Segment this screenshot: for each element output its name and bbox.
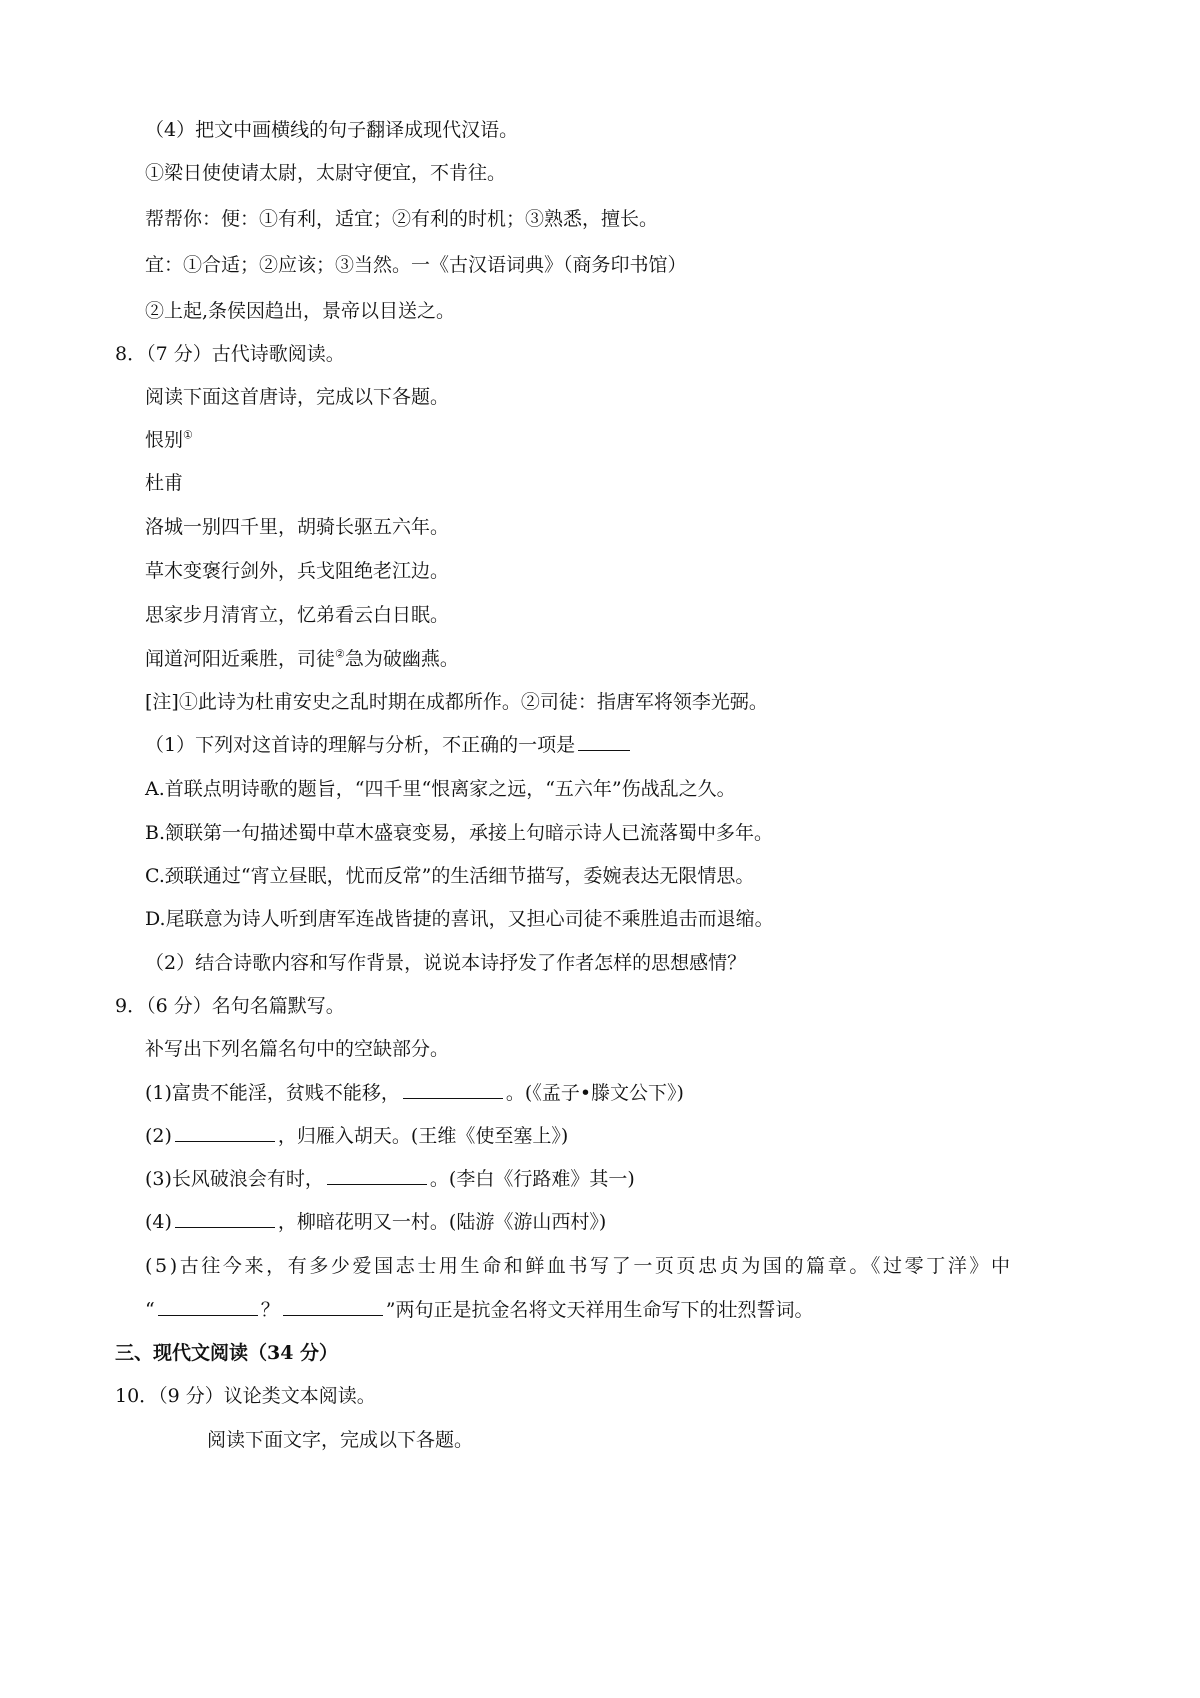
q9-item-2-prefix: (2) bbox=[145, 1125, 172, 1147]
q7-sentence-1: ①梁日使使请太尉，太尉守便宜，不肯往。 bbox=[145, 162, 507, 184]
poem-title-footnote: ① bbox=[183, 428, 193, 442]
q9-item-4 bbox=[145, 1208, 606, 1236]
q9-item-3-suffix: 。(李白《行路难》其一) bbox=[429, 1168, 635, 1190]
fill-blank[interactable] bbox=[327, 1166, 427, 1185]
section-3-heading: 三、现代文阅读（34 分） bbox=[115, 1342, 339, 1364]
q9-item-2-suffix: ，归雁入胡天。(王维《使至塞上》) bbox=[277, 1125, 569, 1147]
q7-sentence-2: ②上起,条侯因趋出，景帝以目送之。 bbox=[145, 300, 456, 322]
q9-header: 9．（6 分）名句名篇默写。 bbox=[115, 995, 345, 1017]
quote-question-mark: ？ bbox=[260, 1299, 280, 1321]
poem-line-3: 思家步月清宵立，忆弟看云白日眠。 bbox=[145, 604, 450, 626]
quote-close: ”两句正是抗金名将文天祥用生命写下的壮烈誓词。 bbox=[385, 1299, 814, 1321]
poem-line-4 bbox=[145, 645, 459, 673]
poem-title-text: 恨别 bbox=[145, 429, 184, 451]
poem-note: [注]①此诗为杜甫安史之乱时期在成都所作。②司徒：指唐军将领李光弼。 bbox=[145, 691, 768, 713]
q9-item-5-quote bbox=[145, 1296, 813, 1324]
poem-author: 杜甫 bbox=[145, 472, 184, 494]
q9-item-3 bbox=[145, 1165, 635, 1193]
q9-item-4-suffix: ，柳暗花明又一村。(陆游《游山西村》) bbox=[277, 1211, 607, 1233]
quote-open: “ bbox=[145, 1299, 155, 1321]
q9-item-4-prefix: (4) bbox=[145, 1211, 172, 1233]
q8-question-1-text: （1）下列对这首诗的理解与分析，不正确的一项是 bbox=[145, 734, 576, 756]
q9-item-1-suffix: 。(《孟子•滕文公下》) bbox=[505, 1082, 684, 1104]
q7-help-note: 帮帮你：便：①有利，适宜；②有利的时机；③熟悉，擅长。 bbox=[145, 208, 659, 230]
fill-blank[interactable] bbox=[403, 1080, 503, 1099]
q9-item-5: (5)古往今来，有多少爱国志士用生命和鲜血书写了一页页忠贞为国的篇章。《过零丁洋》中 bbox=[145, 1255, 1013, 1277]
poem-line-1: 洛城一别四千里，胡骑长驱五六年。 bbox=[145, 516, 450, 538]
option-a: A.首联点明诗歌的题旨，“四千里“恨离家之远，“五六年”伤战乱之久。 bbox=[145, 778, 736, 800]
q9-item-2 bbox=[145, 1122, 568, 1150]
poem-line-4-footnote: ② bbox=[335, 647, 345, 661]
option-c: C.颈联通过“宵立昼眠，忧而反常”的生活细节描写，委婉表达无限情思。 bbox=[145, 865, 755, 887]
poem-title bbox=[145, 426, 193, 454]
q8-question-2: （2）结合诗歌内容和写作背景，说说本诗抒发了作者怎样的思想感情？ bbox=[145, 952, 747, 974]
fill-blank[interactable] bbox=[158, 1297, 258, 1316]
q7-subquestion-4: （4）把文中画横线的句子翻译成现代汉语。 bbox=[145, 119, 519, 141]
q9-item-1 bbox=[145, 1079, 684, 1107]
answer-blank[interactable] bbox=[578, 732, 630, 751]
q8-header: 8．（7 分）古代诗歌阅读。 bbox=[115, 343, 345, 365]
q7-yi-note: 宜：①合适；②应该；③当然。一《古汉语词典》（商务印书馆） bbox=[145, 254, 687, 276]
q8-question-1 bbox=[145, 731, 633, 759]
poem-line-4a: 闻道河阳近乘胜，司徒 bbox=[145, 648, 336, 670]
poem-line-2: 草木变褒行剑外，兵戈阻绝老江边。 bbox=[145, 560, 450, 582]
option-d: D.尾联意为诗人听到唐军连战皆捷的喜讯，又担心司徒不乘胜追击而退缩。 bbox=[145, 908, 774, 930]
q10-intro: 阅读下面文字，完成以下各题。 bbox=[207, 1429, 474, 1451]
fill-blank[interactable] bbox=[175, 1123, 275, 1142]
q9-item-3-prefix: (3)长风破浪会有时， bbox=[145, 1168, 324, 1190]
option-b: B.颔联第一句描述蜀中草木盛衰变易，承接上句暗示诗人已流落蜀中多年。 bbox=[145, 822, 774, 844]
q9-item-1-prefix: (1)富贵不能淫，贫贱不能移， bbox=[145, 1082, 400, 1104]
poem-line-4b: 急为破幽燕。 bbox=[344, 648, 459, 670]
q10-header: 10．（9 分）议论类文本阅读。 bbox=[115, 1385, 376, 1407]
q8-intro: 阅读下面这首唐诗，完成以下各题。 bbox=[145, 386, 450, 408]
fill-blank[interactable] bbox=[283, 1297, 383, 1316]
q9-intro: 补写出下列名篇名句中的空缺部分。 bbox=[145, 1038, 450, 1060]
fill-blank[interactable] bbox=[175, 1209, 275, 1228]
